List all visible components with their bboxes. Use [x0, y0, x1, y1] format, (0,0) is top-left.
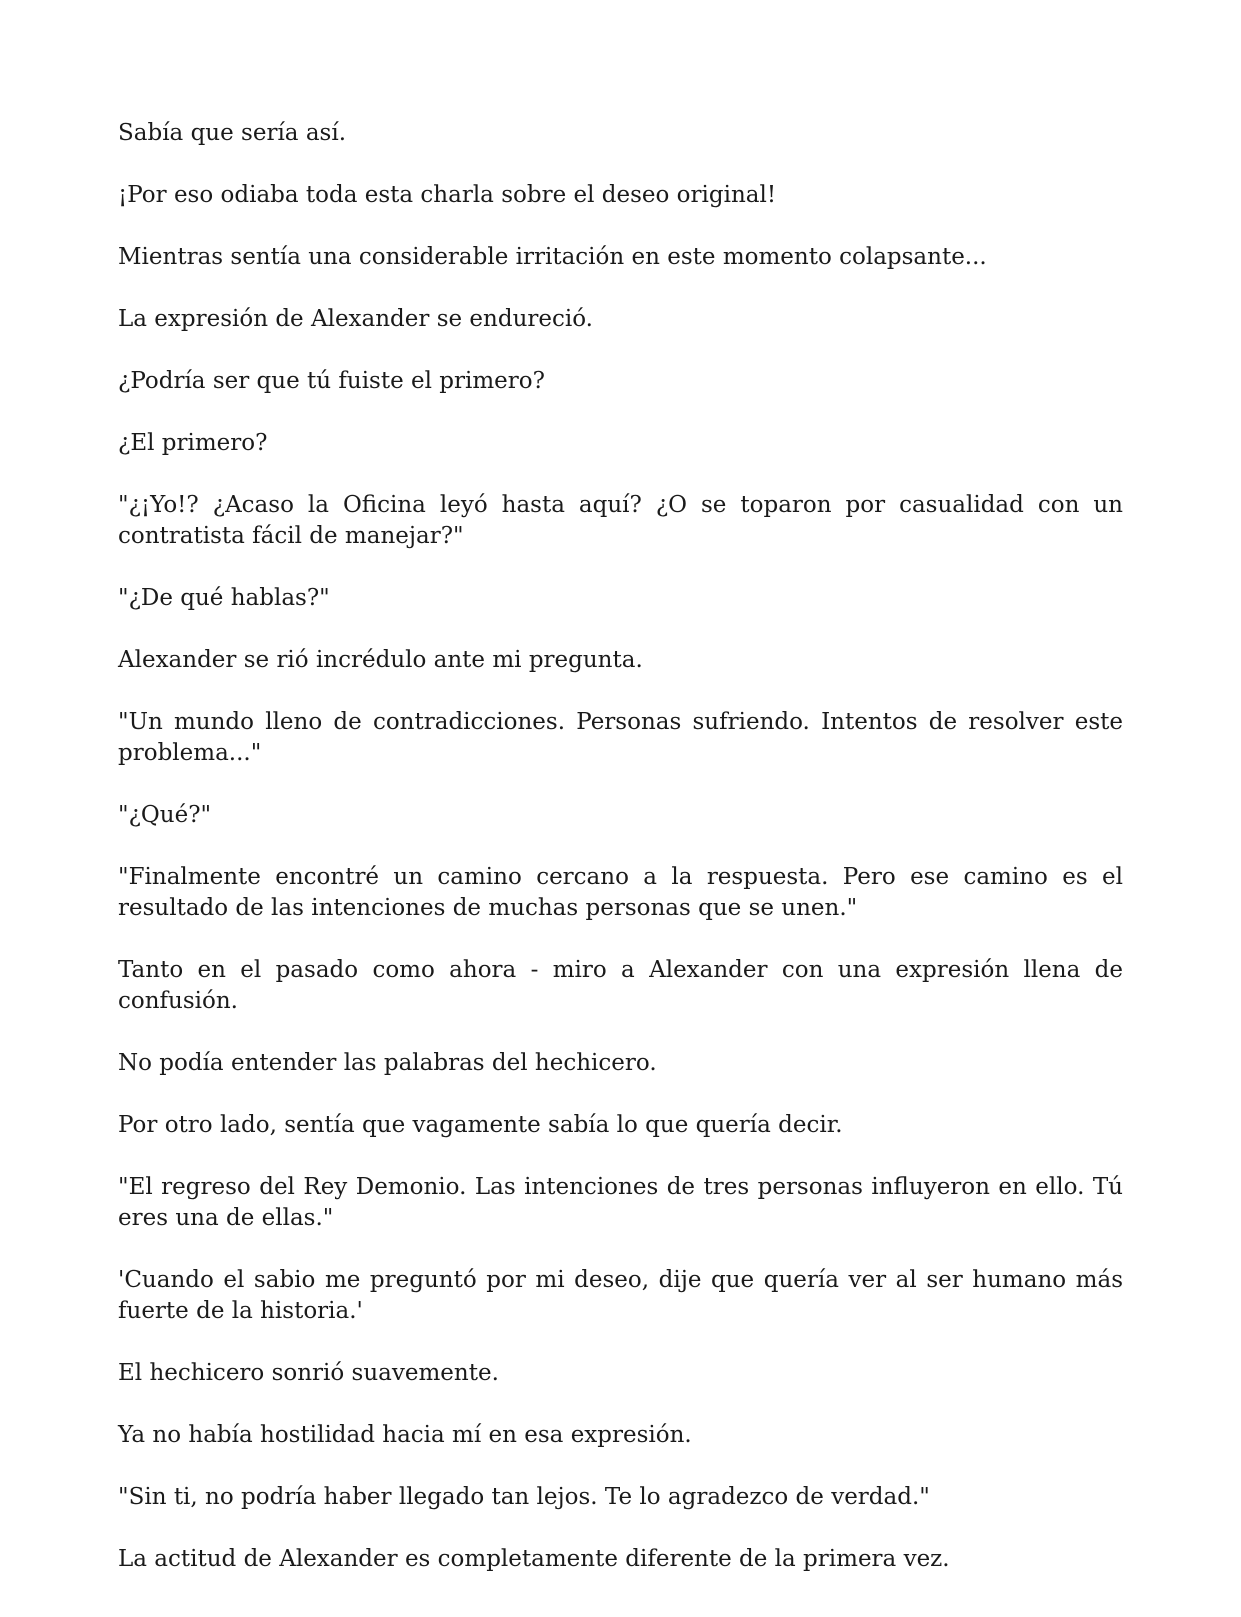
paragraph: ¿El primero? — [118, 430, 268, 456]
paragraph: "Finalmente encontré un camino cercano a la respuesta. Pero ese camino es el resultado de las intenciones de muchas personas que se unen." — [118, 864, 1123, 921]
paragraph: Ya no había hostilidad hacia mí en esa expresión. — [118, 1422, 692, 1448]
paragraph: "El regreso del Rey Demonio. Las intenciones de tres personas influyeron en ello. Tú eres una de ellas." — [118, 1174, 1123, 1231]
paragraph: Tanto en el pasado como ahora - miro a Alexander con una expresión llena de confusión. — [118, 957, 1123, 1014]
paragraph: Mientras sentía una considerable irritación en este momento colapsante... — [118, 244, 987, 270]
paragraph: El hechicero sonrió suavemente. — [118, 1360, 499, 1386]
paragraph: ¡Por eso odiaba toda esta charla sobre el deseo original! — [118, 182, 777, 208]
document-body — [118, 118, 1123, 1575]
paragraph: 'Cuando el sabio me preguntó por mi deseo, dije que quería ver al ser humano más fuerte de la historia.' — [118, 1267, 1123, 1324]
paragraph: "¿Qué?" — [118, 802, 212, 828]
paragraph: Por otro lado, sentía que vagamente sabía lo que quería decir. — [118, 1112, 843, 1138]
paragraph: ¿Podría ser que tú fuiste el primero? — [118, 368, 545, 394]
paragraph: "Sin ti, no podría haber llegado tan lejos. Te lo agradezco de verdad." — [118, 1484, 930, 1510]
paragraph: No podía entender las palabras del hechicero. — [118, 1050, 657, 1076]
paragraph: "¿De qué hablas?" — [118, 585, 330, 611]
paragraph: "Un mundo lleno de contradicciones. Personas sufriendo. Intentos de resolver este problema..." — [118, 709, 1123, 766]
paragraph: La actitud de Alexander es completamente diferente de la primera vez. — [118, 1546, 950, 1572]
paragraph: Alexander se rió incrédulo ante mi pregunta. — [118, 647, 643, 673]
paragraph: Sabía que sería así. — [118, 120, 347, 146]
paragraph: "¿¡Yo!? ¿Acaso la Oficina leyó hasta aquí? ¿O se toparon por casualidad con un contratista fácil de manejar?" — [118, 492, 1123, 549]
paragraph: La expresión de Alexander se endureció. — [118, 306, 593, 332]
